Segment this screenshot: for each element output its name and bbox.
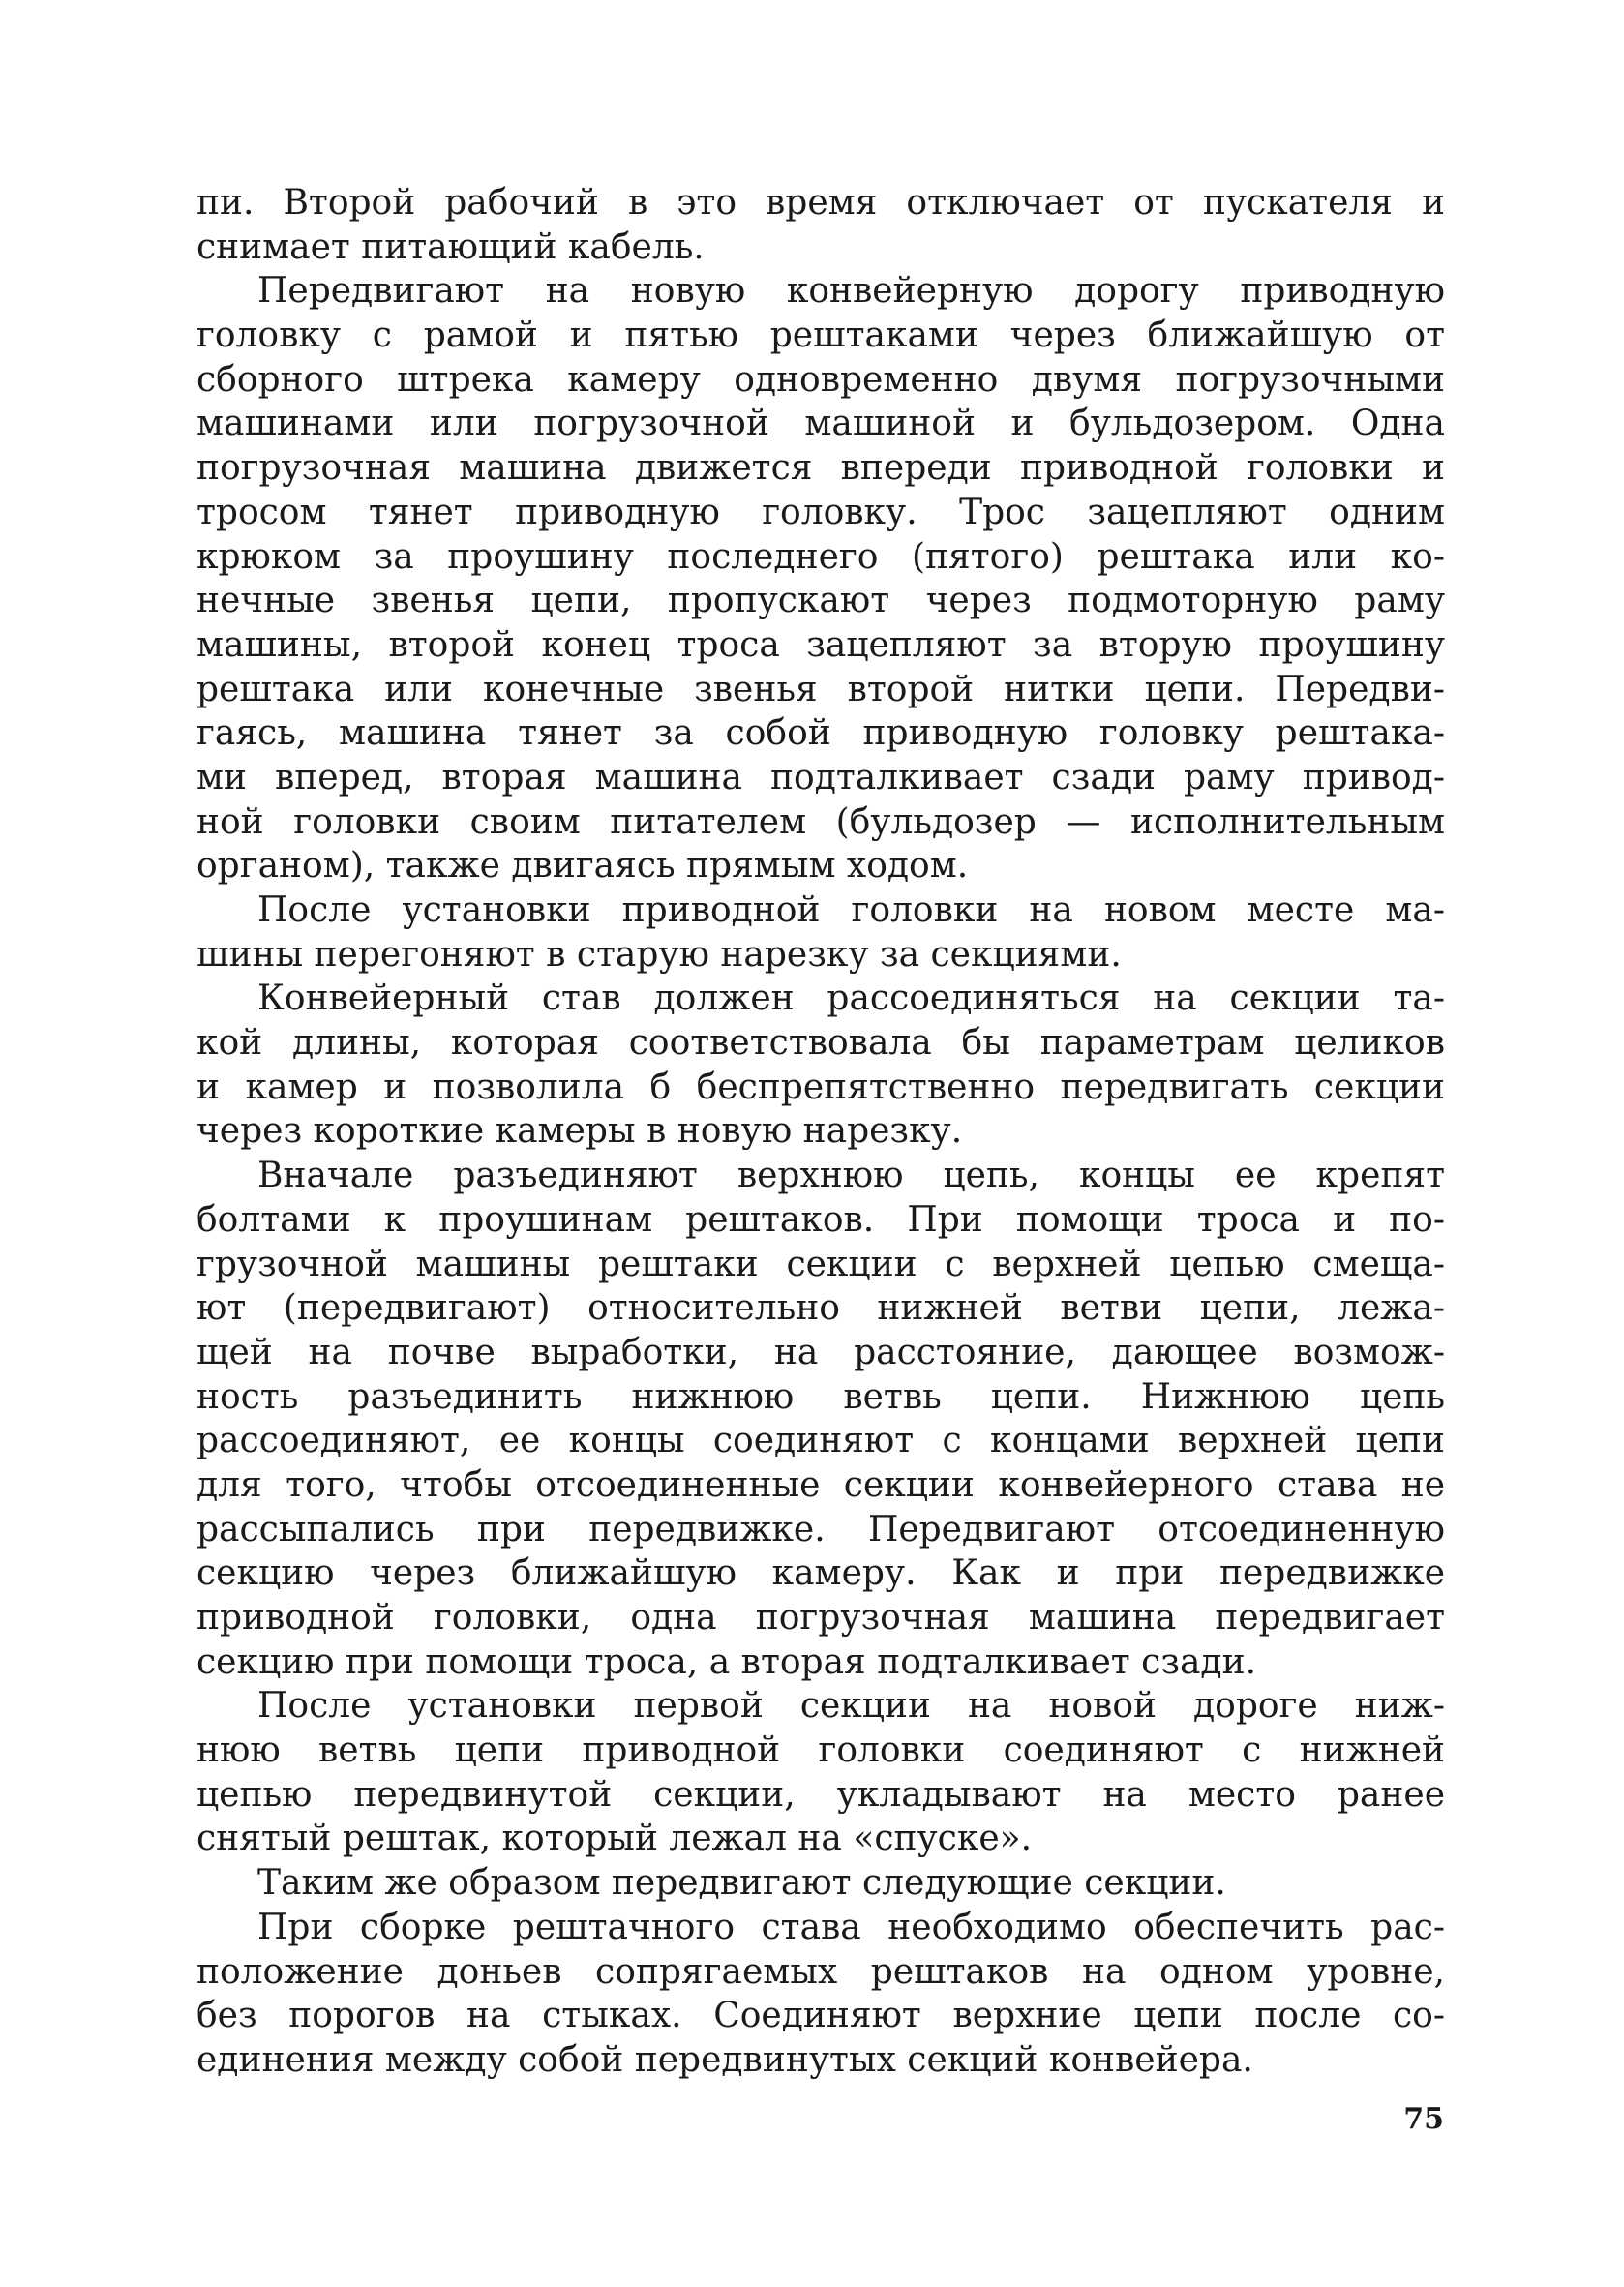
text-line: Вначале разъединяют верхнюю цепь, концы ее крепят [257,1156,1445,1196]
text-line: ной головки своим питателем (бульдозер — исполнительным [196,801,1445,842]
text-line: При сборке рештачного става необходимо обеспечить рас- [257,1907,1445,1947]
text-line: и камер и позволила б беспрепятственно передвигать секции [196,1067,1445,1107]
text-line: органом), также двигаясь прямым ходом. [196,846,969,887]
text-line: Конвейерный став должен рассоединяться на секции та- [257,978,1445,1019]
text-line: рассыпались при передвижке. Передвигают отсоединенную [196,1509,1445,1550]
text-line: крюком за проушину последнего (пятого) рештака или ко- [196,536,1445,577]
page-number: 75 [1403,2102,1444,2136]
text-line: пи. Второй рабочий в это время отключает от пускателя и [196,183,1445,223]
paragraph [196,269,1445,888]
text-line: Передвигают на новую конвейерную дорогу приводную [257,271,1445,312]
text-line: кой длины, которая соответствовала бы параметрам целиков [196,1023,1445,1064]
text-line: рештака или конечные звенья второй нитки цепи. Передви- [196,669,1445,709]
paragraph [196,1154,1445,1684]
paragraph [196,1684,1445,1861]
text-line: секцию при помощи троса, а вторая подталкивает сзади. [196,1641,1257,1682]
text-line: ность разъединить нижнюю ветвь цепи. Нижнюю цепь [196,1376,1445,1417]
paragraph [196,1861,1445,1906]
paragraph [196,181,1445,269]
paragraph [196,1906,1445,2083]
paragraph [196,888,1445,977]
text-line: болтами к проушинам рештаков. При помощи троса и по- [196,1199,1445,1240]
text-line: без порогов на стыках. Соединяют верхние цепи после со- [196,1996,1445,2036]
text-line: машинами или погрузочной машиной и бульдозером. Одна [196,404,1445,444]
text-line: цепью передвинутой секции, укладывают на место ранее [196,1774,1445,1815]
text-line: секцию через ближайшую камеру. Как и при передвижке [196,1553,1445,1594]
text-line: После установки первой секции на новой дороге ниж- [257,1686,1445,1727]
text-line: головку с рамой и пятью рештаками через ближайшую от [196,316,1445,356]
text-line: нечные звенья цепи, пропускают через подмоторную раму [196,581,1445,621]
text-line: ют (передвигают) относительно нижней ветви цепи, лежа- [196,1288,1445,1329]
text-line: положение доньев сопрягаемых рештаков на одном уровне, [196,1951,1445,1992]
text-line: снятый рештак, который лежал на «спуске». [196,1819,1033,1859]
text-line: единения между собой передвинутых секций конвейера. [196,2039,1253,2080]
text-line: шины перегоняют в старую нарезку за секциями. [196,934,1122,975]
text-line: через короткие камеры в новую нарезку. [196,1111,963,1152]
text-line: грузочной машины рештаки секции с верхней цепью смеща- [196,1244,1445,1284]
text-line: гаясь, машина тянет за собой приводную головку рештака- [196,713,1445,754]
text-line: погрузочная машина движется впереди приводной головки и [196,448,1445,489]
text-line: сборного штрека камеру одновременно двумя погрузочными [196,359,1445,400]
text-line: щей на почве выработки, на расстояние, дающее возмож- [196,1332,1445,1372]
body-text [196,181,1445,2083]
text-line: После установки приводной головки на новом месте ма- [257,890,1445,930]
text-line: Таким же образом передвигают следующие секции. [257,1863,1226,1904]
paragraph [196,977,1445,1154]
text-line: нюю ветвь цепи приводной головки соединяют с нижней [196,1730,1445,1771]
text-line: ми вперед, вторая машина подталкивает сзади раму привод- [196,757,1445,797]
text-line: приводной головки, одна погрузочная машина передвигает [196,1598,1445,1638]
text-line: рассоединяют, ее концы соединяют с концами верхней цепи [196,1421,1445,1461]
text-line: снимает питающий кабель. [196,226,705,267]
text-line: машины, второй конец троса зацепляют за вторую проушину [196,624,1445,665]
text-line: тросом тянет приводную головку. Трос зацепляют одним [196,492,1445,532]
text-line: для того, чтобы отсоединенные секции конвейерного става не [196,1464,1445,1505]
